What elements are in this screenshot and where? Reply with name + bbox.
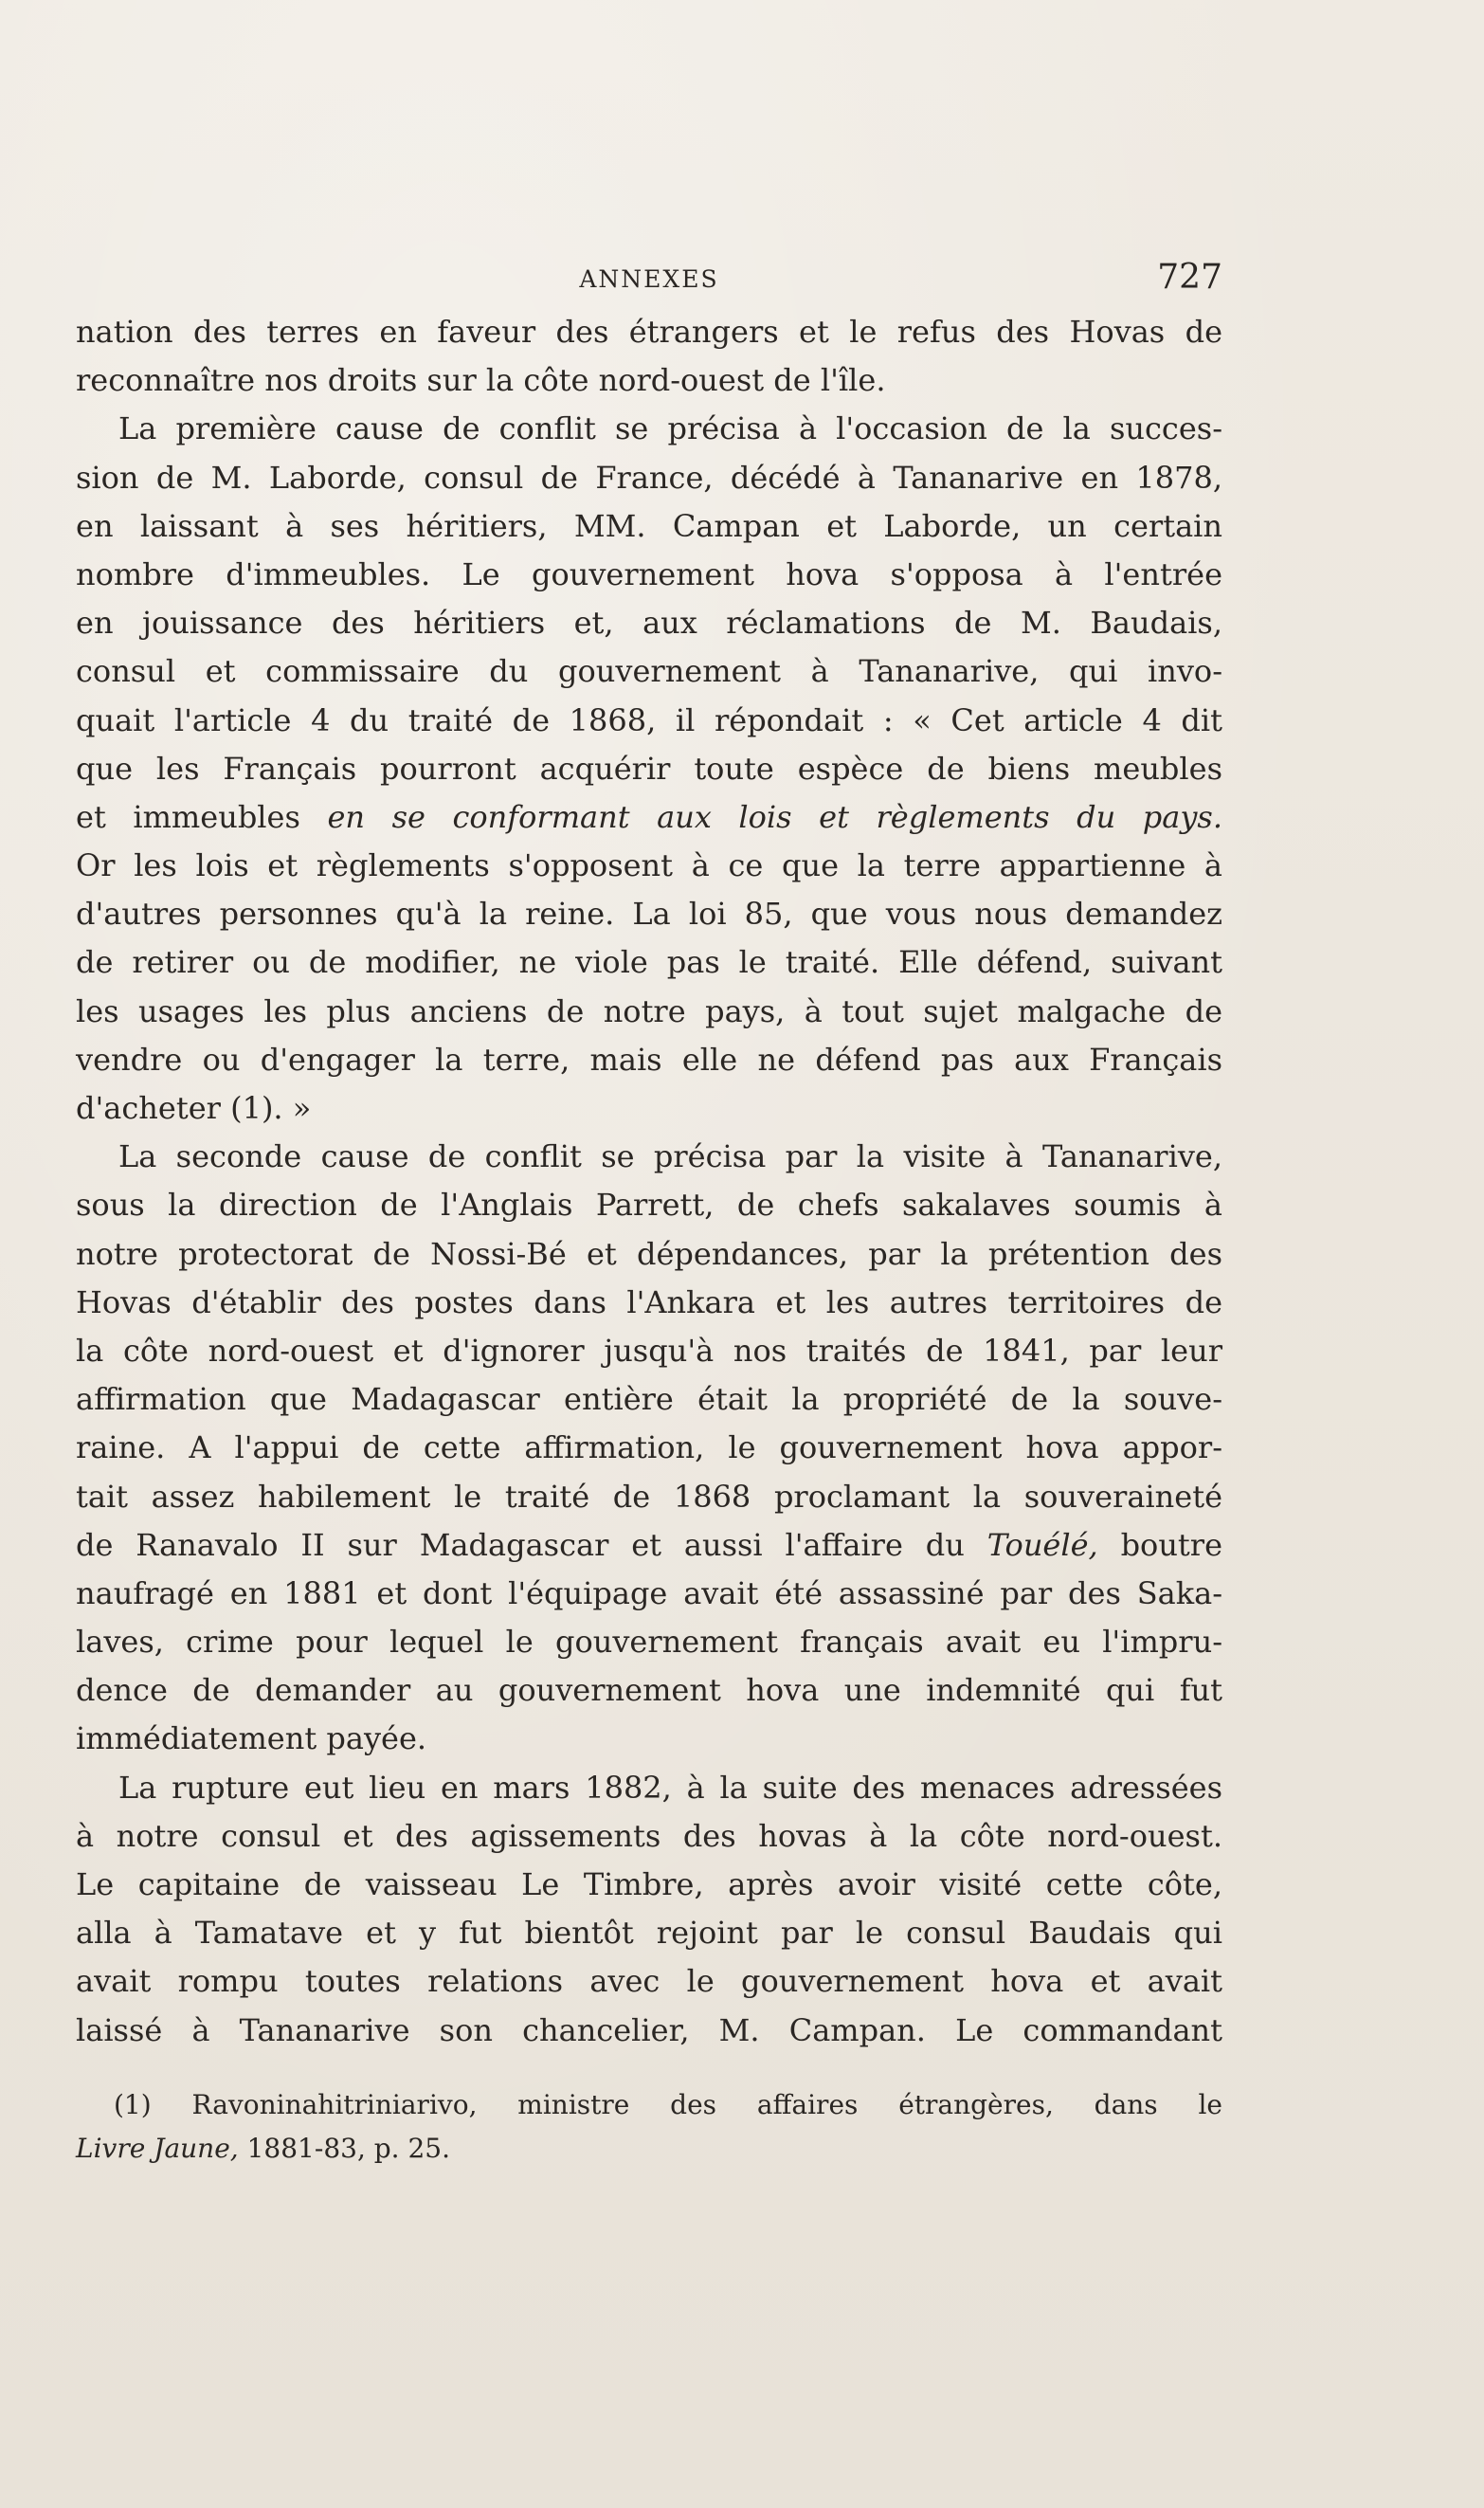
text-line: quait l'article 4 du traité de 1868, il répondait : « Cet article 4 dit — [76, 701, 1222, 738]
text-fragment: de Ranavalo II sur Madagascar et aussi l'affaire du — [76, 1526, 965, 1563]
text-line: laves, crime pour lequel le gouvernement français avait eu l'impru- — [76, 1624, 1222, 1661]
text-line: nombre d'immeubles. Le gouvernement hova s'opposa à l'entrée — [76, 555, 1222, 592]
text-line: dence de demander au gouvernement hova une indemnité qui fut — [76, 1672, 1222, 1709]
footnote-text: Ravoninahitriniarivo, ministre des affaires étrangères, dans le — [191, 2089, 1222, 2120]
text-line: reconnaître nos droits sur la côte nord-ouest de l'île. — [76, 362, 886, 399]
text-line: avait rompu toutes relations avec le gouvernement hova et avait — [76, 1963, 1222, 2000]
text-line: Or les lois et règlements s'opposent à ce que la terre appartienne à — [76, 847, 1222, 884]
page-number: 727 — [1157, 258, 1222, 297]
text-line-mixed — [76, 1521, 1222, 1570]
text-line: laissé à Tananarive son chancelier, M. Campan. Le commandant — [76, 2011, 1222, 2048]
footnote-rest: 1881-83, p. 25. — [246, 2133, 450, 2164]
italic-ship-name: Touélé, — [986, 1526, 1098, 1563]
text-line: que les Français pourront acquérir toute espèce de biens meubles — [76, 750, 1222, 787]
text-line: La rupture eut lieu en mars 1882, à la suite des menaces adressées — [118, 1769, 1222, 1806]
text-line: à notre consul et des agissements des hovas à la côte nord-ouest. — [76, 1817, 1222, 1854]
text-line-mixed — [76, 793, 1222, 842]
text-line: alla à Tamatave et y fut bientôt rejoint par le consul Baudais qui — [76, 1915, 1222, 1952]
footnote-marker: (1) — [114, 2089, 152, 2120]
text-line: d'autres personnes qu'à la reine. La loi 85, que vous nous demandez — [76, 896, 1222, 933]
text-line: Hovas d'établir des postes dans l'Ankara et les autres territoires de — [76, 1283, 1222, 1320]
text-line: raine. A l'appui de cette affirmation, le gouvernement hova appor- — [76, 1429, 1222, 1466]
text-line: vendre ou d'engager la terre, mais elle ne défend pas aux Français — [76, 1041, 1222, 1078]
text-line: d'acheter (1). » — [76, 1090, 312, 1126]
italic-phrase: en se conformant aux lois et règlements du pays. — [327, 798, 1223, 835]
text-line: La seconde cause de conflit se précisa par la visite à Tananarive, — [118, 1138, 1222, 1175]
header-title: ANNEXES — [579, 265, 719, 293]
text-line: Le capitaine de vaisseau Le Timbre, après avoir visité cette côte, — [76, 1866, 1222, 1902]
text-line: la côte nord-ouest et d'ignorer jusqu'à nos traités de 1841, par leur — [76, 1332, 1222, 1369]
text-fragment: et immeubles — [76, 798, 300, 835]
footnote-line — [76, 2083, 1222, 2127]
text-line: consul et commissaire du gouvernement à Tananarive, qui invo- — [76, 653, 1222, 690]
text-line: immédiatement payée. — [76, 1720, 427, 1757]
text-fragment: boutre — [1120, 1526, 1223, 1563]
text-line: naufragé en 1881 et dont l'équipage avait été assassiné par des Saka- — [76, 1574, 1222, 1611]
text-line: les usages les plus anciens de notre pays, à tout sujet malgache de — [76, 992, 1222, 1029]
text-line: nation des terres en faveur des étrangers et le refus des Hovas de — [76, 314, 1222, 350]
text-line: en laissant à ses héritiers, MM. Campan et Laborde, un certain — [76, 507, 1222, 544]
text-line: en jouissance des héritiers et, aux réclamations de M. Baudais, — [76, 605, 1222, 642]
text-line: de retirer ou de modifier, ne viole pas le traité. Elle défend, suivant — [76, 944, 1222, 981]
text-line: La première cause de conflit se précisa à l'occasion de la succes- — [118, 410, 1222, 447]
text-line: sion de M. Laborde, consul de France, décédé à Tananarive en 1878, — [76, 459, 1222, 496]
text-line: sous la direction de l'Anglais Parrett, de chefs sakalaves soumis à — [76, 1187, 1222, 1224]
body-text — [76, 308, 1222, 2055]
footnote — [76, 2083, 1222, 2171]
footnote-italic: Livre Jaune, — [76, 2133, 239, 2164]
text-line: affirmation que Madagascar entière était la propriété de la souve- — [76, 1381, 1222, 1418]
text-line: notre protectorat de Nossi-Bé et dépendances, par la prétention des — [76, 1235, 1222, 1272]
footnote-line — [76, 2127, 1222, 2171]
running-head — [76, 258, 1222, 296]
text-line: tait assez habilement le traité de 1868 proclamant la souveraineté — [76, 1478, 1222, 1515]
